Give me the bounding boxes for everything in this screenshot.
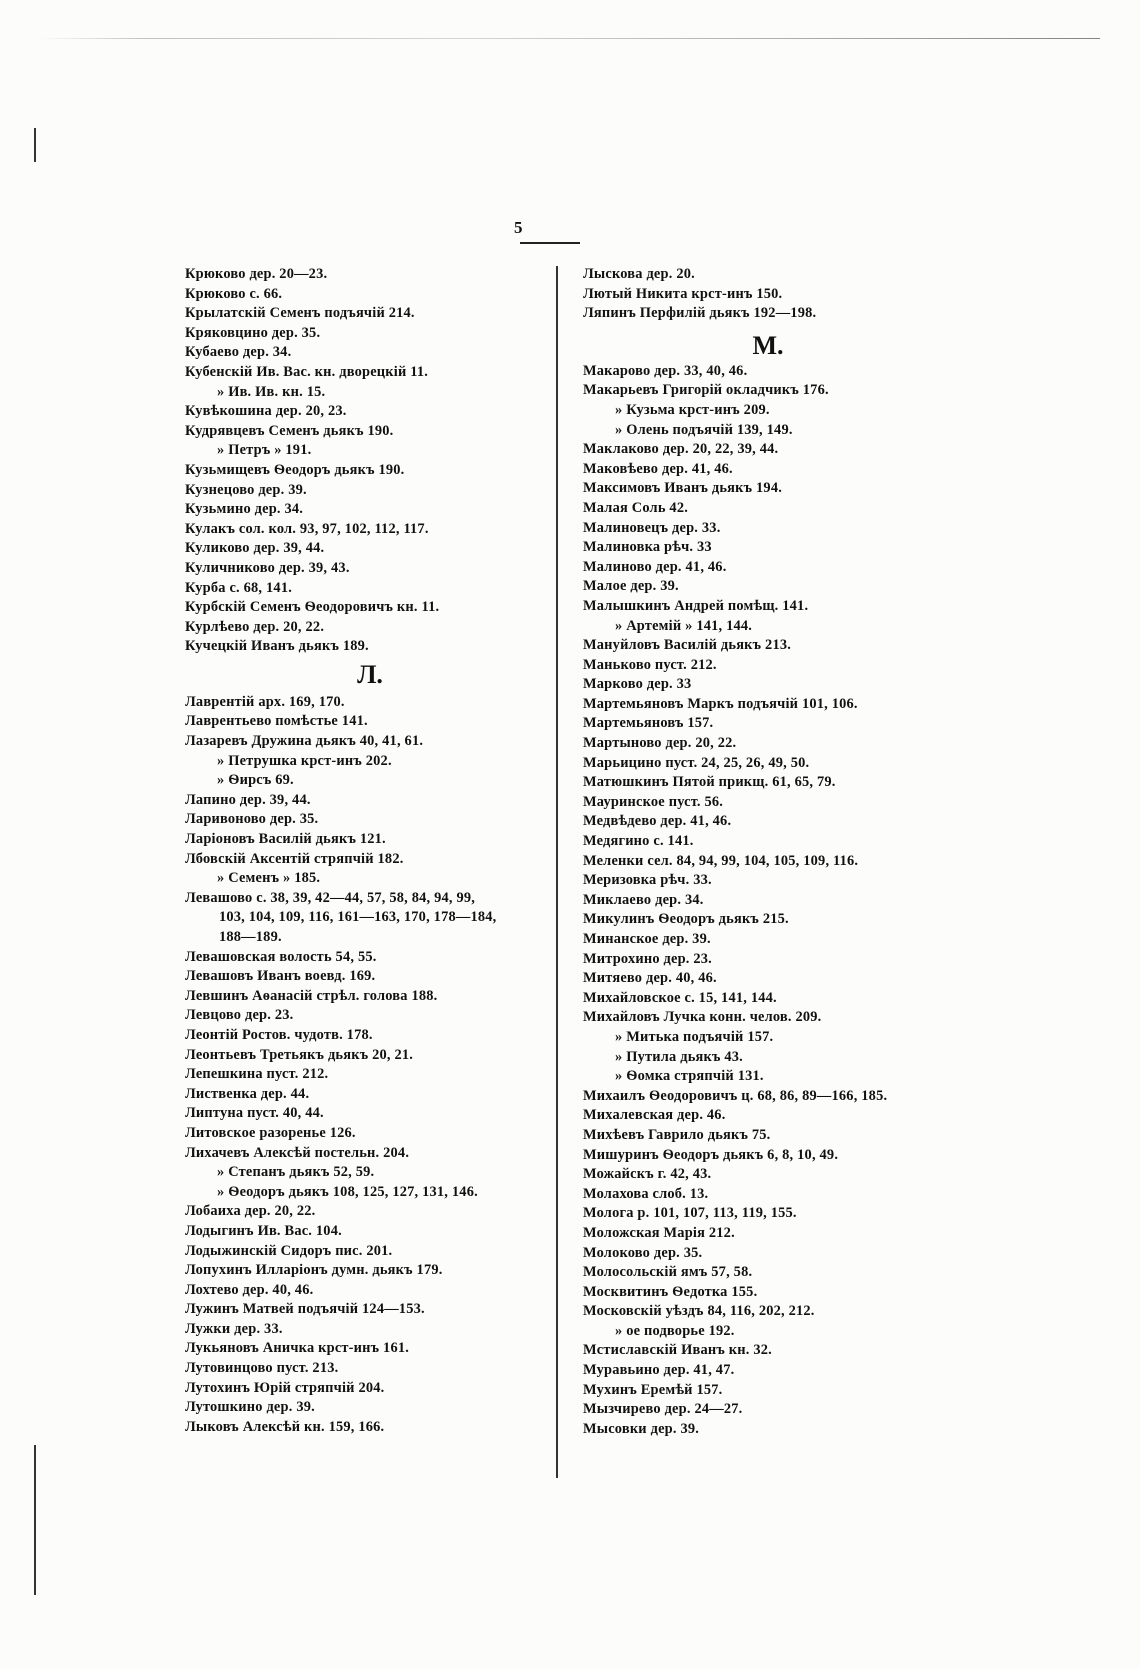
index-entry: Маклаково дер. 20, 22, 39, 44. [583,441,779,458]
index-entry: Моложская Марія 212. [583,1224,735,1241]
index-entry: Мызчирево дер. 24—27. [583,1401,743,1418]
index-entry: Лаврентій арх. 169, 170. [185,693,345,710]
index-entry: Москвитинъ Ѳедотка 155. [583,1283,758,1300]
index-entry: Митяево дер. 40, 46. [583,970,717,987]
index-entry: » Ѳеодоръ дьякъ 108, 125, 127, 131, 146. [217,1183,478,1200]
page-number-rule [520,242,580,244]
index-entry: Михайловъ Лучка конн. челов. 209. [583,1009,822,1026]
index-entry: Кузьмино дер. 34. [185,501,304,518]
index-entry: Кудрявцевъ Семенъ дьякъ 190. [185,422,394,439]
index-entry: Московскій уѣздъ 84, 116, 202, 212. [583,1303,815,1320]
index-entry: Лапино дер. 39, 44. [185,791,311,808]
index-entry: Мстиславскій Иванъ кн. 32. [583,1342,772,1359]
index-entry: » Ив. Ив. кн. 15. [217,383,326,400]
index-entry: Лаврентьево помѣстье 141. [185,713,368,730]
index-entry: Лодыгинъ Ив. Вас. 104. [185,1222,342,1239]
index-entry: Крюково дер. 20—23. [185,266,328,282]
index-entry: Минанское дер. 39. [583,931,711,947]
section-letter-heading: Л. [357,659,383,689]
index-entry: Курбскій Семенъ Ѳеодоровичъ кн. 11. [185,599,440,616]
index-entry: Медягино с. 141. [583,833,694,850]
index-entry: Маньково пуст. 212. [583,656,717,673]
index-entry: Леонтій Ростов. чудотв. 178. [185,1026,373,1043]
margin-mark [34,1445,36,1595]
index-entry: Молога р. 101, 107, 113, 119, 155. [583,1205,797,1222]
section-letter-heading: М. [752,330,784,360]
index-entry: Меризовка рѣч. 33. [583,872,712,889]
index-entry: Михалевская дер. 46. [583,1107,726,1124]
index-entry: Мануйловъ Василій дьякъ 213. [583,637,792,654]
index-entry: Лужинъ Матвей подъячій 124—153. [185,1301,425,1318]
index-entry: » Артемій » 141, 144. [615,617,753,634]
index-entry: Малая Соль 42. [583,499,689,516]
index-entry: Муравьино дер. 41, 47. [583,1362,735,1379]
index-entry: Кузьмищевъ Ѳеодоръ дьякъ 190. [185,461,405,478]
index-entry-continuation: 103, 104, 109, 116, 161—163, 170, 178—184, [219,909,497,926]
index-entry: Левашовская волость 54, 55. [185,948,377,965]
index-entry: Левшинъ Аѳанасій стрѣл. голова 188. [185,987,438,1004]
index-entry: Малиново дер. 41, 46. [583,558,727,575]
index-entry: Миклаево дер. 34. [583,891,704,908]
index-entry: Молахова слоб. 13. [583,1185,709,1202]
index-entry: Ляпинъ Перфилій дьякъ 192—198. [583,305,817,322]
top-edge-rule [40,38,1100,39]
index-entry: Лыковъ Алексѣй кн. 159, 166. [185,1418,385,1435]
index-entry: Лужки дер. 33. [185,1320,283,1337]
index-entry: Макарьевъ Григорій окладчикъ 176. [583,382,829,399]
index-entry: » Ѳомка стряпчій 131. [615,1068,764,1085]
index-entry: Михѣевъ Гаврило дьякъ 75. [583,1126,771,1143]
index-entry: Крюково с. 66. [185,285,283,302]
index-entry: Марково дер. 33 [583,676,692,693]
index-entry: Лыскова дер. 20. [583,266,695,282]
index-entry: Мартемьяновъ Маркъ подъячій 101, 106. [583,695,858,712]
index-entry: Леонтьевъ Третьякъ дьякъ 20, 21. [185,1046,414,1063]
index-entry: Ларіоновъ Василій дьякъ 121. [185,831,386,848]
index-entry: » ое подворье 192. [615,1322,735,1339]
index-entry: Малышкинъ Андрей помѣщ. 141. [583,597,809,614]
index-entry: Лазаревъ Дружина дьякъ 40, 41, 61. [185,733,424,750]
index-entry: Лутохинъ Юрій стряпчій 204. [185,1379,385,1396]
index-entry: Мишуринъ Ѳеодоръ дьякъ 6, 8, 10, 49. [583,1146,839,1163]
index-entry: Молоково дер. 35. [583,1244,703,1261]
index-entry: Можайскъ г. 42, 43. [583,1166,712,1183]
index-entry: Курба с. 68, 141. [185,579,293,596]
index-entry: Левашовъ Иванъ воевд. 169. [185,968,376,985]
index-entry: Крылатскій Семенъ подъячій 214. [185,305,415,322]
index-entry: Курлѣево дер. 20, 22. [185,618,325,635]
index-entry: » Митька подъячій 157. [615,1028,774,1045]
index-entry: Митрохино дер. 23. [583,950,712,967]
index-entry: Матюшкинъ Пятой прикщ. 61, 65, 79. [583,774,836,791]
index-entry: » Путила дьякъ 43. [615,1048,743,1065]
index-entry: » Петрушка крст-инъ 202. [217,752,392,769]
index-entry: Лодыжинскій Сидоръ пис. 201. [185,1242,393,1259]
index-entry: Маковѣево дер. 41, 46. [583,460,733,477]
index-entry: Медвѣдево дер. 41, 46. [583,813,732,830]
index-entry: Малиновка рѣч. 33 [583,539,712,556]
index-entry: Левашово с. 38, 39, 42—44, 57, 58, 84, 94, 99, [185,889,476,906]
index-entry: Лукьяновъ Аничка крст-инъ 161. [185,1340,410,1357]
index-entry: » Ѳирсъ 69. [217,772,294,789]
index-entry: Малое дер. 39. [583,578,679,595]
index-entry: Лютый Никита крст-инъ 150. [583,285,783,302]
index-entry: Микулинъ Ѳеодоръ дьякъ 215. [583,911,789,928]
index-entry: Марьицино пуст. 24, 25, 26, 49, 50. [583,754,810,771]
index-entry-continuation: 188—189. [219,929,282,945]
index-entry: Кряковцино дер. 35. [185,324,321,341]
index-entry: » Кузьма крст-инъ 209. [615,401,770,418]
index-entry: Мартыново дер. 20, 22. [583,735,737,752]
index-entry: Куличниково дер. 39, 43. [185,559,350,576]
index-entry: Мауринское пуст. 56. [583,793,724,810]
index-entry: » Петръ » 191. [217,442,312,459]
index-entry: Лиственка дер. 44. [185,1085,310,1102]
index-entry: » Олень подъячій 139, 149. [615,421,793,438]
index-entry: Куликово дер. 39, 44. [185,540,325,557]
index-entry: Мысовки дер. 39. [583,1420,700,1437]
index-entry: Михаилъ Ѳеодоровичъ ц. 68, 86, 89—166, 185. [583,1087,888,1104]
index-entry: Литовское разоренье 126. [185,1124,356,1141]
index-entry: Макарово дер. 33, 40, 46. [583,362,748,379]
index-entry: Лепешкина пуст. 212. [185,1066,329,1083]
index-entry: Лохтево дер. 40, 46. [185,1281,314,1298]
index-entry: Михайловское с. 15, 141, 144. [583,989,777,1006]
index-entry: Молосольскій ямъ 57, 58. [583,1264,753,1281]
index-column-left [185,265,555,1437]
index-entry: Ларивоново дер. 35. [185,811,319,828]
index-entry: Лутовинцово пуст. 213. [185,1360,339,1377]
column-divider [556,266,558,1478]
index-entry: Кувѣкошина дер. 20, 23. [185,403,347,420]
index-entry: » Семенъ » 185. [217,870,321,887]
page-number: 5 [514,218,523,237]
index-entry: Лутошкино дер. 39. [185,1399,315,1416]
index-column-right [583,265,953,1439]
index-entry: Максимовъ Иванъ дьякъ 194. [583,480,783,497]
index-entry: Мартемьяновъ 157. [583,715,714,732]
index-entry: Лобаиха дер. 20, 22. [185,1203,316,1220]
index-entry: Кучецкій Иванъ дьякъ 189. [185,638,369,655]
index-entry: Липтуна пуст. 40, 44. [185,1105,324,1122]
margin-mark [34,128,36,162]
index-entry: Лихачевъ Алексѣй постельн. 204. [185,1144,410,1161]
index-entry: Кубенскій Ив. Вас. кн. дворецкій 11. [185,363,429,380]
index-entry: Кубаево дер. 34. [185,344,292,361]
index-entry: Меленки сел. 84, 94, 99, 104, 105, 109, 116. [583,852,859,869]
index-entry: Лопухинъ Илларіонъ думн. дьякъ 179. [185,1262,443,1279]
index-entry: » Степанъ дьякъ 52, 59. [217,1164,375,1181]
index-entry: Малиновецъ дер. 33. [583,519,721,536]
index-entry: Мухинъ Еремѣй 157. [583,1381,723,1398]
index-entry: Кузнецово дер. 39. [185,481,307,498]
index-entry: Левцово дер. 23. [185,1007,294,1024]
index-entry: Кулакъ сол. кол. 93, 97, 102, 112, 117. [185,520,429,537]
index-entry: Лбовскій Аксентій стряпчій 182. [185,850,404,867]
